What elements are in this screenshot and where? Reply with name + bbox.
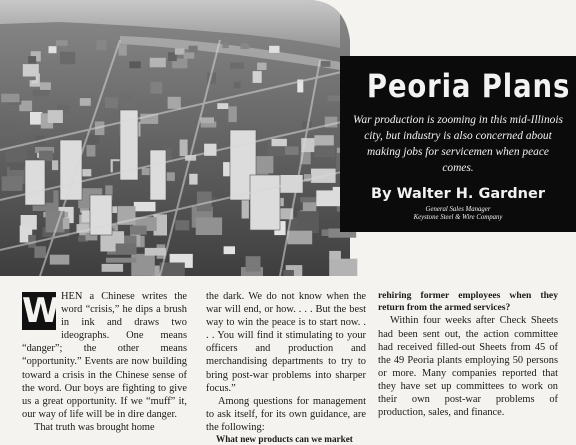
- building-shape: [150, 82, 162, 94]
- building-shape: [228, 106, 236, 122]
- building-shape: [180, 140, 188, 157]
- building-shape: [285, 146, 299, 155]
- building-shape: [87, 145, 96, 157]
- building-shape: [48, 110, 63, 123]
- building-shape: [28, 56, 36, 63]
- building-shape: [329, 251, 341, 259]
- paragraph: Among questions for management to ask itself, for its own guidance, are the following:: [206, 395, 366, 433]
- building-shape: [2, 176, 23, 191]
- building-shape: [150, 58, 166, 68]
- building-shape: [184, 52, 195, 58]
- building-shape: [316, 190, 342, 206]
- building-shape: [52, 160, 58, 170]
- building-shape: [49, 46, 57, 53]
- building-shape: [33, 90, 49, 96]
- tower-shape: [25, 160, 45, 205]
- byline: By Walter H. Gardner: [371, 186, 545, 202]
- building-shape: [283, 270, 294, 276]
- building-shape: [175, 48, 185, 54]
- building-shape: [321, 61, 331, 67]
- building-shape: [102, 264, 124, 272]
- building-shape: [166, 148, 172, 161]
- column-1: [22, 290, 187, 434]
- paragraph: the dark. We do not know when the war will end, or how. . . . But the best way to win the peace is to start now. . . . You will find it stimulating to your officers and production and merchandising departments to try to bring post-war problems into sharper focus.”: [206, 291, 366, 394]
- building-shape: [131, 254, 155, 276]
- building-shape: [189, 46, 198, 54]
- building-shape: [217, 103, 228, 109]
- article-title: Peoria Plans: [366, 67, 571, 105]
- question-item: rehiring former employees when they return from the armed services?: [378, 290, 558, 314]
- building-shape: [257, 63, 266, 70]
- building-shape: [242, 199, 249, 219]
- author-company: Keystone Steel & Wire Company: [413, 214, 503, 221]
- building-shape: [2, 125, 17, 135]
- tower-shape: [60, 140, 82, 200]
- building-shape: [241, 43, 249, 49]
- building-shape: [5, 149, 27, 163]
- building-shape: [224, 246, 235, 254]
- building-shape: [129, 61, 141, 68]
- building-shape: [30, 112, 42, 125]
- building-shape: [130, 226, 147, 235]
- building-shape: [287, 231, 312, 245]
- building-shape: [123, 99, 132, 106]
- building-shape: [134, 202, 156, 211]
- paragraph: HEN a Chinese writes the word “crisis,” he dips a brush in ink and draws two ideographs. One means “danger”; the other means “opportunity.” Events are now building toward a crisis in the Chinese sense of the word. Our boys are fighting to give us a great opportunity. If we “muff” it, our way of life will be in dire danger.: [22, 291, 187, 420]
- building-shape: [97, 40, 107, 50]
- building-shape: [145, 248, 166, 256]
- question-item: What new products can we market: [216, 434, 353, 445]
- building-shape: [118, 44, 126, 55]
- tower-shape: [250, 175, 280, 230]
- author-title: General Sales Manager: [425, 206, 491, 213]
- article-dek: War production is zooming in this mid-Illinois city, but industry is also concerned about making jobs for servicemen when peace comes.: [353, 114, 563, 174]
- building-shape: [189, 174, 197, 185]
- building-shape: [167, 172, 175, 181]
- title-panel: [340, 56, 576, 232]
- column-2: [206, 290, 366, 445]
- building-shape: [168, 97, 181, 109]
- building-shape: [50, 255, 70, 265]
- tower-shape: [150, 150, 166, 200]
- building-shape: [200, 117, 214, 123]
- building-shape: [253, 71, 262, 83]
- building-shape: [204, 144, 216, 156]
- building-shape: [60, 52, 75, 65]
- building-shape: [116, 244, 136, 255]
- building-shape: [63, 218, 70, 229]
- paragraph: That truth was brought home: [34, 421, 155, 433]
- building-shape: [106, 258, 136, 263]
- building-shape: [39, 151, 53, 161]
- building-shape: [234, 82, 241, 89]
- building-shape: [40, 82, 51, 90]
- building-shape: [34, 246, 46, 258]
- building-shape: [269, 46, 279, 53]
- building-shape: [175, 220, 189, 230]
- building-shape: [272, 139, 287, 146]
- building-shape: [314, 146, 335, 157]
- paragraph: Within four weeks after Check Sheets had been sent out, the action committee had received filled-out Sheets from 45 of the 49 Peoria plants employing 50 persons or more. Many companies reported that they have set up committees to work on their own post-war problems of production, sales, and finance.: [378, 315, 558, 419]
- building-shape: [56, 40, 68, 46]
- building-shape: [314, 135, 333, 145]
- building-shape: [1, 94, 19, 103]
- column-3: [378, 290, 558, 419]
- building-shape: [329, 259, 357, 276]
- building-shape: [230, 63, 244, 69]
- building-shape: [23, 64, 39, 76]
- building-shape: [223, 42, 229, 48]
- building-shape: [105, 97, 118, 108]
- building-shape: [196, 217, 222, 235]
- drop-cap: W: [22, 291, 60, 331]
- building-shape: [297, 211, 319, 233]
- building-shape: [246, 256, 261, 271]
- building-shape: [80, 98, 91, 106]
